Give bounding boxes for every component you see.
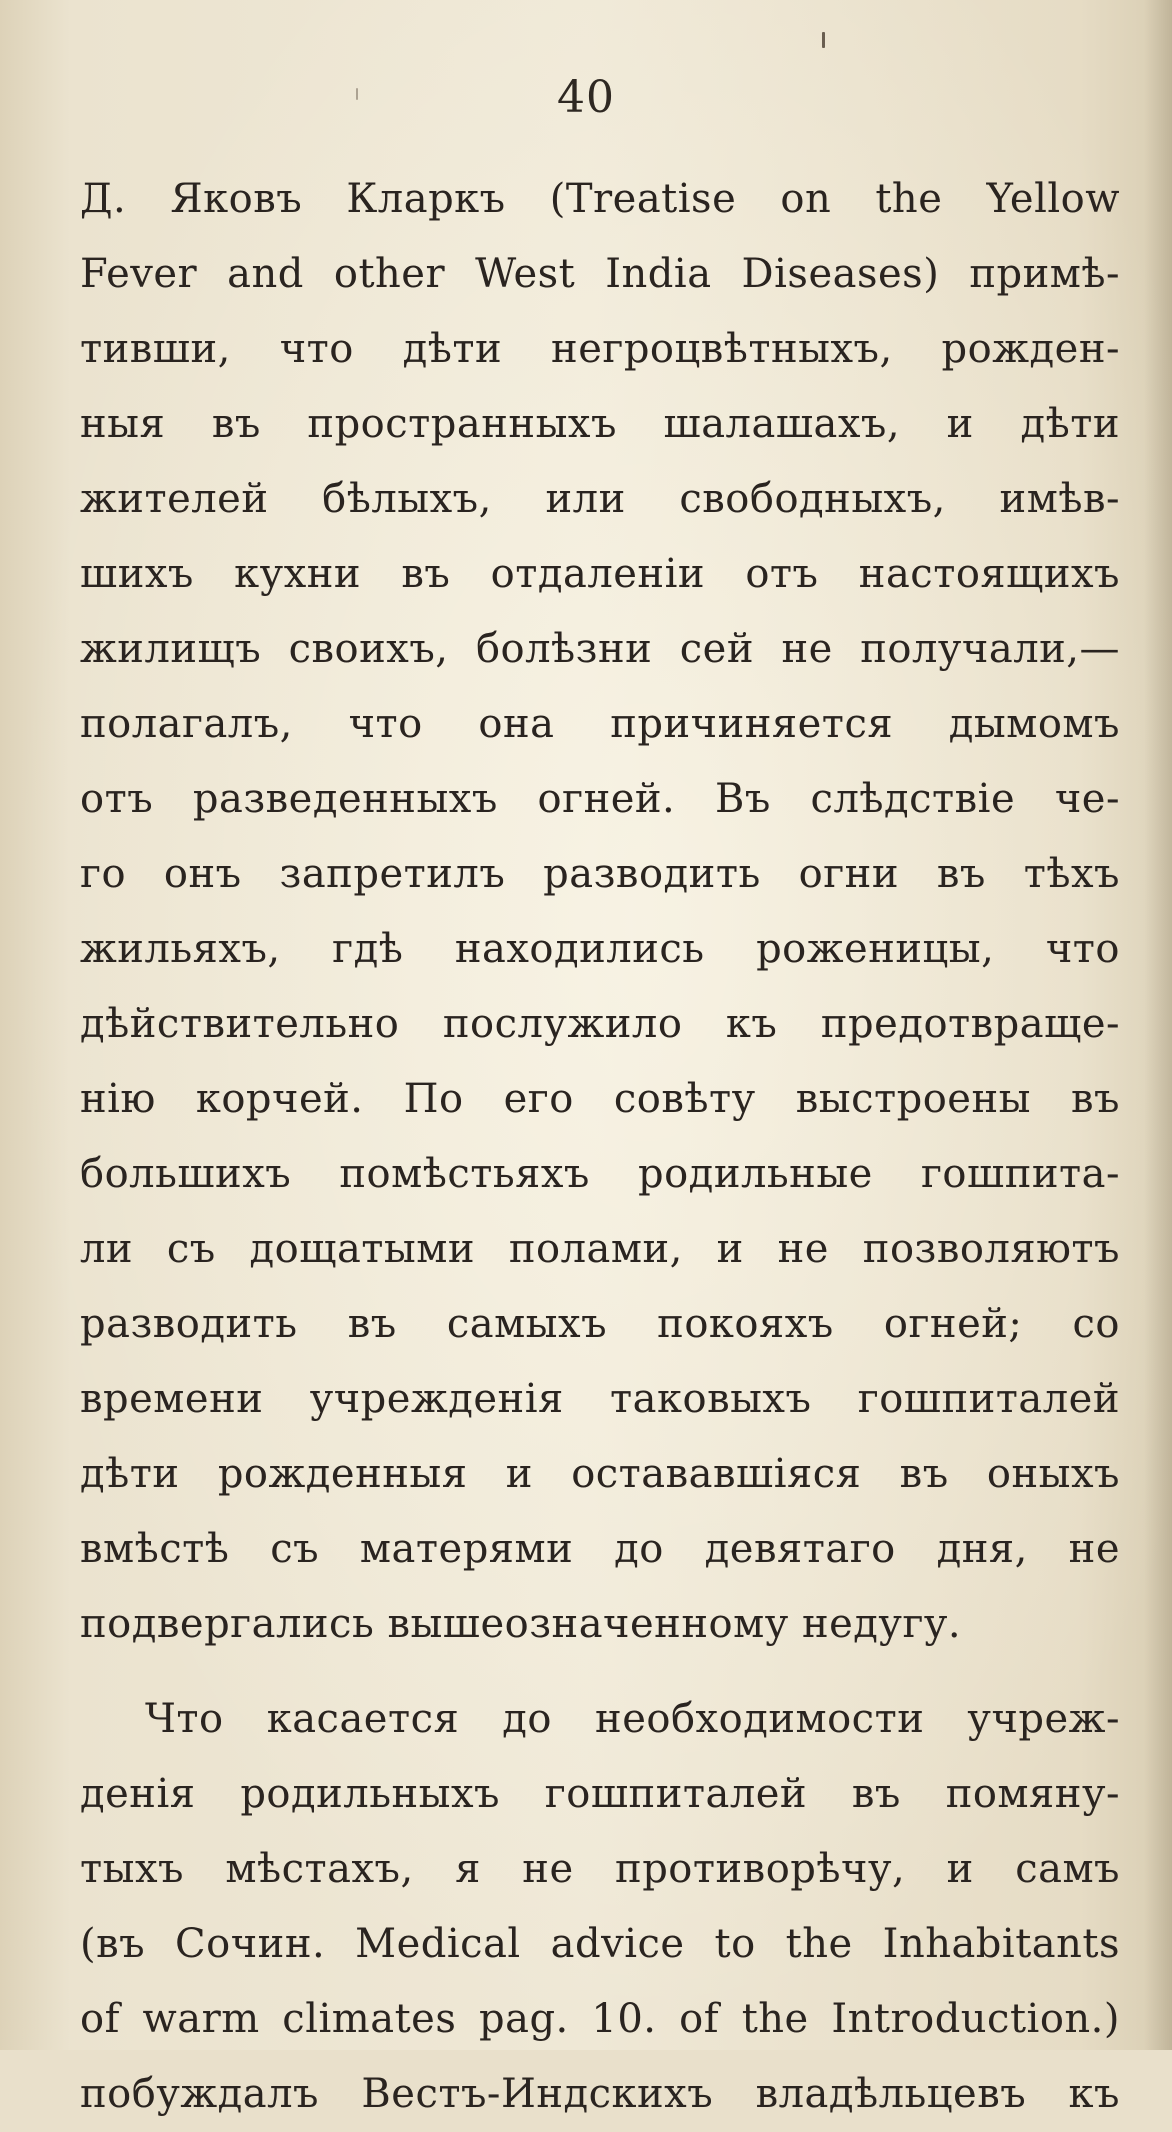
text-line: Д. Яковъ Кларкъ (Treatise on the Yellow [80, 176, 1120, 222]
text-line: шихъ кухни въ отдаленіи отъ настоящихъ [80, 551, 1120, 597]
text-line: денія родильныхъ гошпиталей въ помяну- [80, 1771, 1120, 1817]
text-line: жилищъ своихъ, болѣзни сей не получали,— [80, 626, 1120, 672]
text-line: нію корчей. По его совѣту выстроены въ [80, 1076, 1120, 1122]
text-line: побуждалъ Вестъ-Индскихъ владѣльцевъ къ [80, 2071, 1120, 2117]
text-line: большихъ помѣстьяхъ родильные гошпита- [80, 1151, 1120, 1197]
ink-speck [822, 32, 825, 48]
text-line: отъ разведенныхъ огней. Въ слѣдствіе че- [80, 776, 1120, 822]
text-line: го онъ запретилъ разводить огни въ тѣхъ [80, 851, 1120, 897]
text-line: тивши, что дѣти негроцвѣтныхъ, рожден- [80, 326, 1120, 372]
text-line: времени учрежденія таковыхъ гошпиталей [80, 1376, 1120, 1422]
text-line: жильяхъ, гдѣ находились роженицы, что [80, 926, 1120, 972]
text-line: разводить въ самыхъ покояхъ огней; со [80, 1301, 1120, 1347]
text-line: вмѣстѣ съ матерями до девятаго дня, не [80, 1526, 1120, 1572]
body-text [80, 162, 1120, 2132]
text-line: (въ Сочин. Medical advice to the Inhabitants [80, 1921, 1120, 1967]
text-line: Что касается до необходимости учреж- [145, 1696, 1120, 1742]
text-line: тыхъ мѣстахъ, я не противорѣчу, и самъ [80, 1846, 1120, 1892]
text-line: жителей бѣлыхъ, или свободныхъ, имѣв- [80, 476, 1120, 522]
text-line: дѣти рожденныя и остававшіяся въ оныхъ [80, 1451, 1120, 1497]
page-edge-shadow [1144, 0, 1172, 2050]
text-line: ли съ дощатыми полами, и не позволяютъ [80, 1226, 1120, 1272]
text-line: полагалъ, что она причиняется дымомъ [80, 701, 1120, 747]
paragraph-gap [80, 1662, 1120, 1682]
text-line: дѣйствительно послужило къ предотвраще- [80, 1001, 1120, 1047]
page-number: 40 [557, 72, 615, 123]
text-line: подвергались вышеозначенному недугу. [80, 1601, 962, 1647]
text-line: ныя въ пространныхъ шалашахъ, и дѣти [80, 401, 1120, 447]
text-line: of warm climates pag. 10. of the Introduction.) [80, 1996, 1120, 2042]
text-line: Fever and other West India Diseases) примѣ- [80, 251, 1120, 297]
